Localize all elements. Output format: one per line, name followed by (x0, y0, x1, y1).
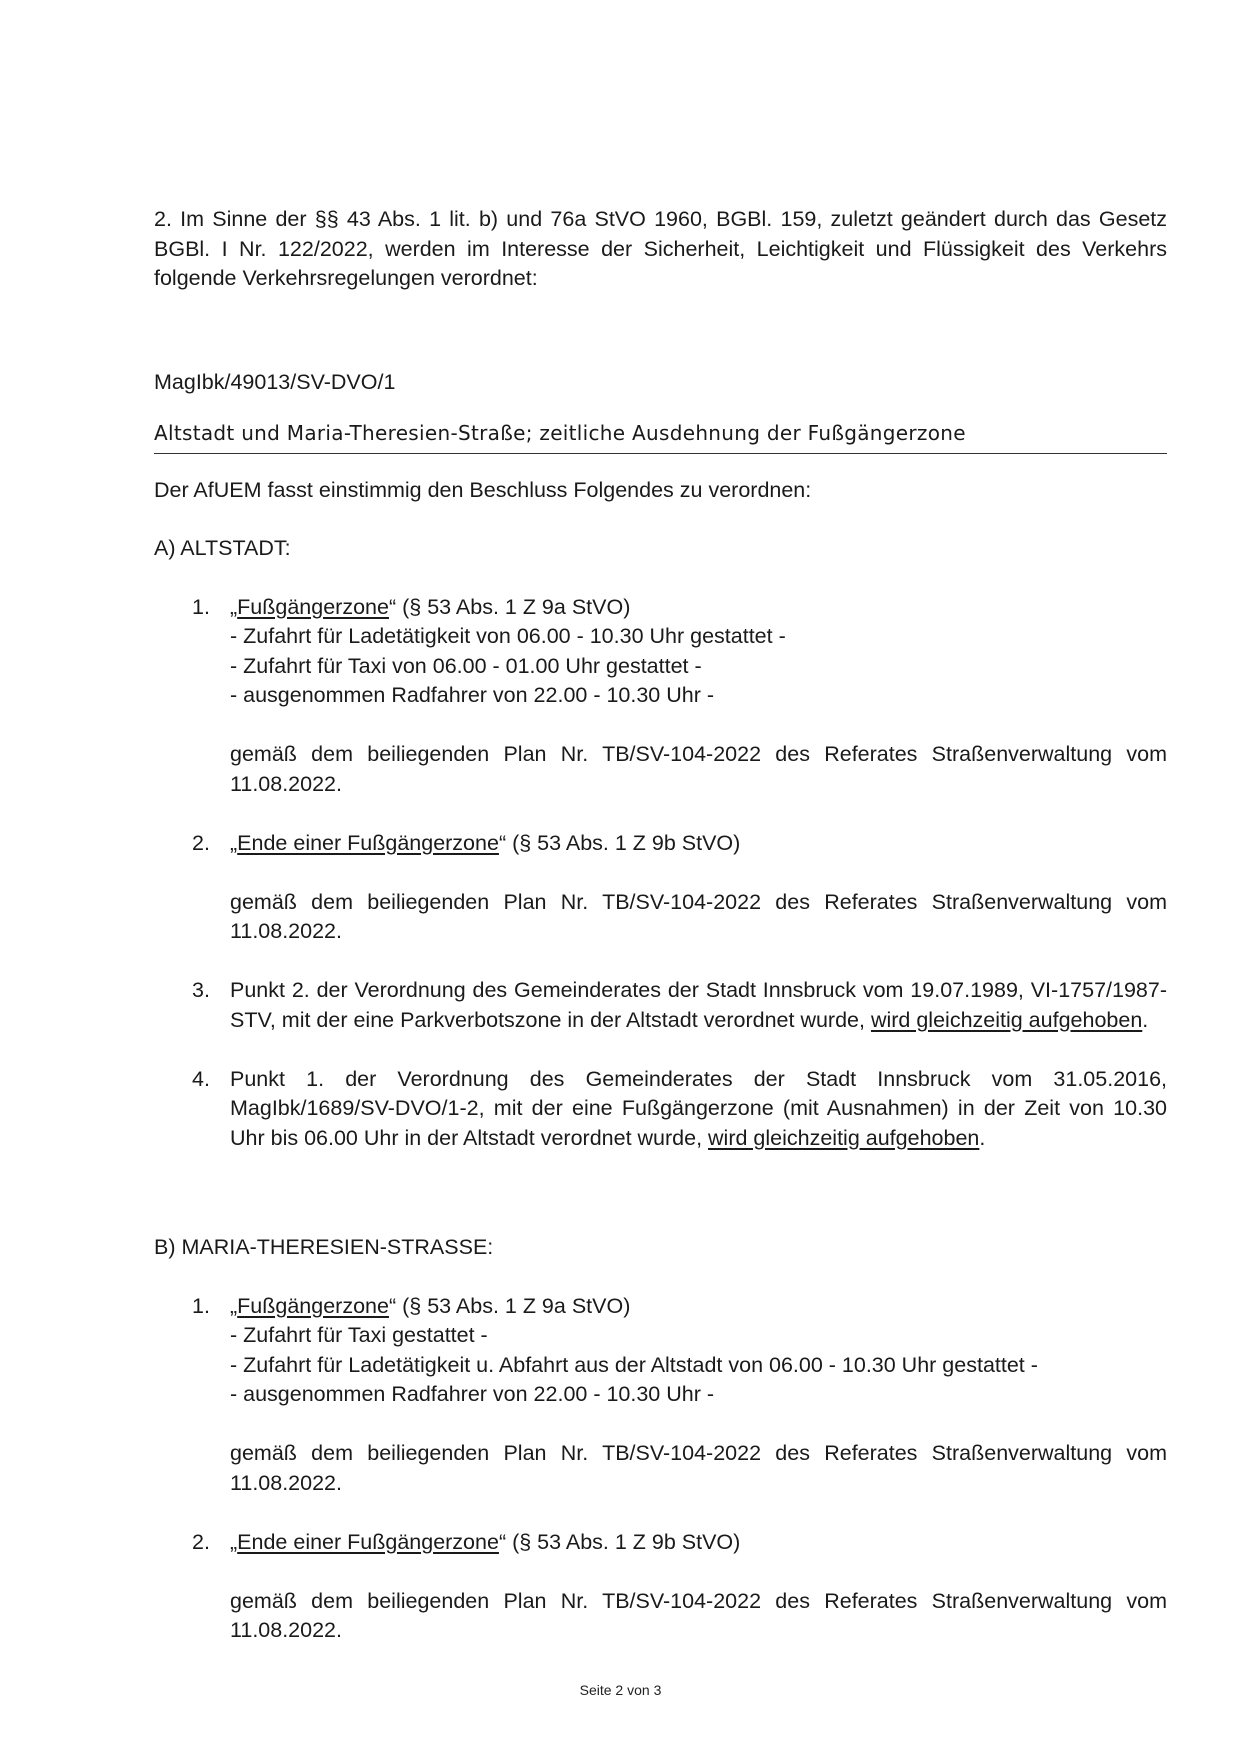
page-footer: Seite 2 von 3 (579, 1682, 662, 1698)
item-line: - ausgenommen Radfahrer von 22.00 - 10.30 Uhr - (230, 1382, 715, 1406)
item-line: - Zufahrt für Taxi gestattet - (230, 1323, 488, 1347)
item-line: - ausgenommen Radfahrer von 22.00 - 10.30 Uhr - (230, 683, 715, 707)
item-title: Ende einer Fußgängerzone (237, 1529, 499, 1554)
item-title: Ende einer Fußgängerzone (237, 830, 499, 855)
item-number: 1. (192, 594, 210, 619)
item-number: 1. (192, 1293, 210, 1318)
item-paragraph: Punkt 1. der Verordnung des Gemeinderates der Stadt Innsbruck vom 31.05.2016, MagIbk/1689/SV-DVO/1-2, mit der eine Fußgängerzone (mit Ausnahmen) in der Zeit von 10.30 Uhr bis 06.00 Uhr in der Altstadt verordnet wurde, wird gleichzeitig aufgehoben. (230, 1066, 1167, 1150)
item-line: - Zufahrt für Taxi von 06.00 - 01.00 Uhr gestattet - (230, 653, 702, 678)
plan-reference: gemäß dem beiliegenden Plan Nr. TB/SV-104-2022 des Referates Straßenverwaltung vom 11.08.2022. (230, 1441, 1167, 1495)
item-number: 2. (192, 1529, 210, 1554)
document-body (154, 205, 1167, 1646)
section-a-item-1 (154, 593, 1167, 800)
section-a-item-3 (154, 976, 1167, 1035)
item-title-line: „Fußgängerzone“ (§ 53 Abs. 1 Z 9a StVO) (230, 1293, 631, 1318)
plan-reference: gemäß dem beiliegenden Plan Nr. TB/SV-104-2022 des Referates Straßenverwaltung vom 11.08.2022. (230, 889, 1167, 943)
repeal-note: wird gleichzeitig aufgehoben (708, 1125, 980, 1150)
item-title: Fußgängerzone (237, 1293, 389, 1318)
item-title: Fußgängerzone (237, 594, 389, 619)
item-number: 3. (192, 978, 210, 1002)
item-number: 2. (192, 830, 210, 855)
section-a-heading: A) ALTSTADT: (154, 536, 291, 560)
reference-number: MagIbk/49013/SV-DVO/1 (154, 369, 396, 394)
item-title-line: „Fußgängerzone“ (§ 53 Abs. 1 Z 9a StVO) (230, 594, 631, 619)
section-a-item-4 (154, 1065, 1167, 1154)
item-number: 4. (192, 1066, 210, 1091)
section-b-item-1 (154, 1292, 1167, 1499)
item-paragraph: Punkt 2. der Verordnung des Gemeinderates der Stadt Innsbruck vom 19.07.1989, VI-1757/1987-STV, mit der eine Parkverbotszone in der Altstadt verordnet wurde, wird gleichzeitig aufgehoben. (230, 978, 1167, 1032)
item-title-line: „Ende einer Fußgängerzone“ (§ 53 Abs. 1 Z 9b StVO) (230, 1529, 741, 1554)
plan-reference: gemäß dem beiliegenden Plan Nr. TB/SV-104-2022 des Referates Straßenverwaltung vom 11.08.2022. (230, 742, 1167, 796)
decision-statement: Der AfUEM fasst einstimmig den Beschluss Folgendes zu verordnen: (154, 477, 812, 502)
intro-paragraph: 2. Im Sinne der §§ 43 Abs. 1 lit. b) und 76a StVO 1960, BGBl. 159, zuletzt geändert durch das Gesetz BGBl. I Nr. 122/2022, werden im Interesse der Sicherheit, Leichtigkeit und Flüssigkeit des Verkehrs folgende Verkehrsregelungen verordnet: (154, 207, 1167, 290)
section-a-item-2 (154, 829, 1167, 947)
item-line: - Zufahrt für Ladetätigkeit von 06.00 - 10.30 Uhr gestattet - (230, 624, 786, 648)
repeal-note: wird gleichzeitig aufgehoben (870, 1007, 1143, 1032)
subject-line: Altstadt und Maria-Theresien-Straße; zeitliche Ausdehnung der Fußgängerzone (154, 419, 1167, 454)
item-title-line: „Ende einer Fußgängerzone“ (§ 53 Abs. 1 Z 9b StVO) (230, 830, 741, 855)
plan-reference: gemäß dem beiliegenden Plan Nr. TB/SV-104-2022 des Referates Straßenverwaltung vom 11.08.2022. (230, 1588, 1167, 1642)
item-line: - Zufahrt für Ladetätigkeit u. Abfahrt aus der Altstadt von 06.00 - 10.30 Uhr gestattet - (230, 1352, 1038, 1377)
section-b-heading: B) MARIA-THERESIEN-STRASSE: (154, 1235, 494, 1259)
section-b-item-2 (154, 1528, 1167, 1646)
